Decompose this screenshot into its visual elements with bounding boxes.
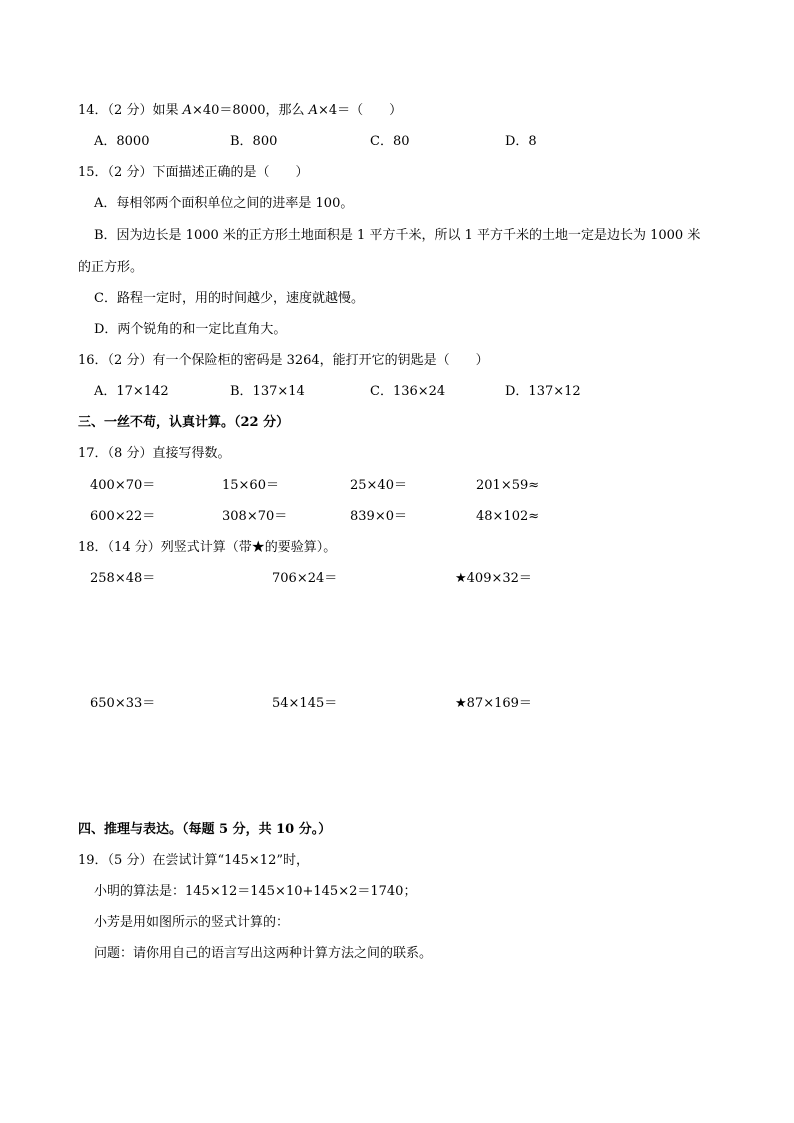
q16-option-c: C．136×24 <box>370 384 446 399</box>
q16-option-a: A．17×142 <box>94 384 169 399</box>
q14-var-a: A <box>182 103 192 118</box>
q18-item-4: 650×33＝ <box>90 696 156 711</box>
q17-item-1: 400×70＝ <box>90 478 156 493</box>
q14-tail: ×4＝（ ） <box>318 103 403 118</box>
q17-item-6: 308×70＝ <box>222 509 288 524</box>
q18-item-2: 706×24＝ <box>272 571 338 586</box>
q14-var-a-2: A <box>308 103 319 118</box>
q15-option-d: D．两个锐角的和一定比直角大。 <box>94 322 287 337</box>
q14-option-a: A．8000 <box>94 134 150 149</box>
q17-item-5: 600×22＝ <box>90 509 156 524</box>
question-17-stem: 17．（8 分）直接写得数。 <box>78 446 231 461</box>
q15-option-b-line2: 的正方形。 <box>78 260 144 275</box>
q14-option-b: B．800 <box>230 134 278 149</box>
q18-item-5: 54×145＝ <box>272 696 338 711</box>
q17-item-8: 48×102≈ <box>476 509 540 524</box>
q18-item-3: ★409×32＝ <box>455 571 532 586</box>
q18-item-6: ★87×169＝ <box>455 696 532 711</box>
q16-option-b: B．137×14 <box>230 384 305 399</box>
q17-item-4: 201×59≈ <box>476 478 540 493</box>
section-4-title: 四、推理与表达。（每题 5 分，共 10 分。） <box>78 822 332 837</box>
question-15-stem: 15．（2 分）下面描述正确的是（ ） <box>78 165 309 180</box>
q17-item-2: 15×60＝ <box>222 478 279 493</box>
q15-option-b-line1: B．因为边长是 1000 米的正方形土地面积是 1 平方千米，所以 1 平方千米的土地一定是边长为 1000 米 <box>94 228 701 243</box>
question-18-stem: 18．（14 分）列竖式计算（带★的要验算）。 <box>78 540 337 555</box>
q14-option-c: C．80 <box>370 134 410 149</box>
q14-mid: ×40＝8000，那么 <box>191 103 309 118</box>
question-19-stem: 19．（5 分）在尝试计算“145×12”时， <box>78 853 309 868</box>
question-16-stem: 16．（2 分）有一个保险柜的密码是 3264，能打开它的钥匙是（ ） <box>78 353 489 368</box>
q19-line-1: 小明的算法是：145×12＝145×10+145×2＝1740； <box>94 884 417 899</box>
q18-item-1: 258×48＝ <box>90 571 156 586</box>
q14-option-d: D．8 <box>505 134 537 149</box>
q15-option-c: C．路程一定时，用的时间越少，速度就越慢。 <box>94 291 364 306</box>
question-14-stem <box>78 102 402 120</box>
q19-line-2: 小芳是用如图所示的竖式计算的： <box>94 915 290 930</box>
q17-item-3: 25×40＝ <box>350 478 407 493</box>
q19-line-3: 问题：请你用自己的语言写出这两种计算方法之间的联系。 <box>94 946 433 961</box>
q14-head: 14．（2 分）如果 <box>78 103 183 118</box>
q15-option-a: A．每相邻两个面积单位之间的进率是 100。 <box>94 196 354 211</box>
section-3-title: 三、一丝不苟，认真计算。（22 分） <box>78 415 290 430</box>
q17-item-7: 839×0＝ <box>350 509 407 524</box>
q16-option-d: D．137×12 <box>505 384 581 399</box>
